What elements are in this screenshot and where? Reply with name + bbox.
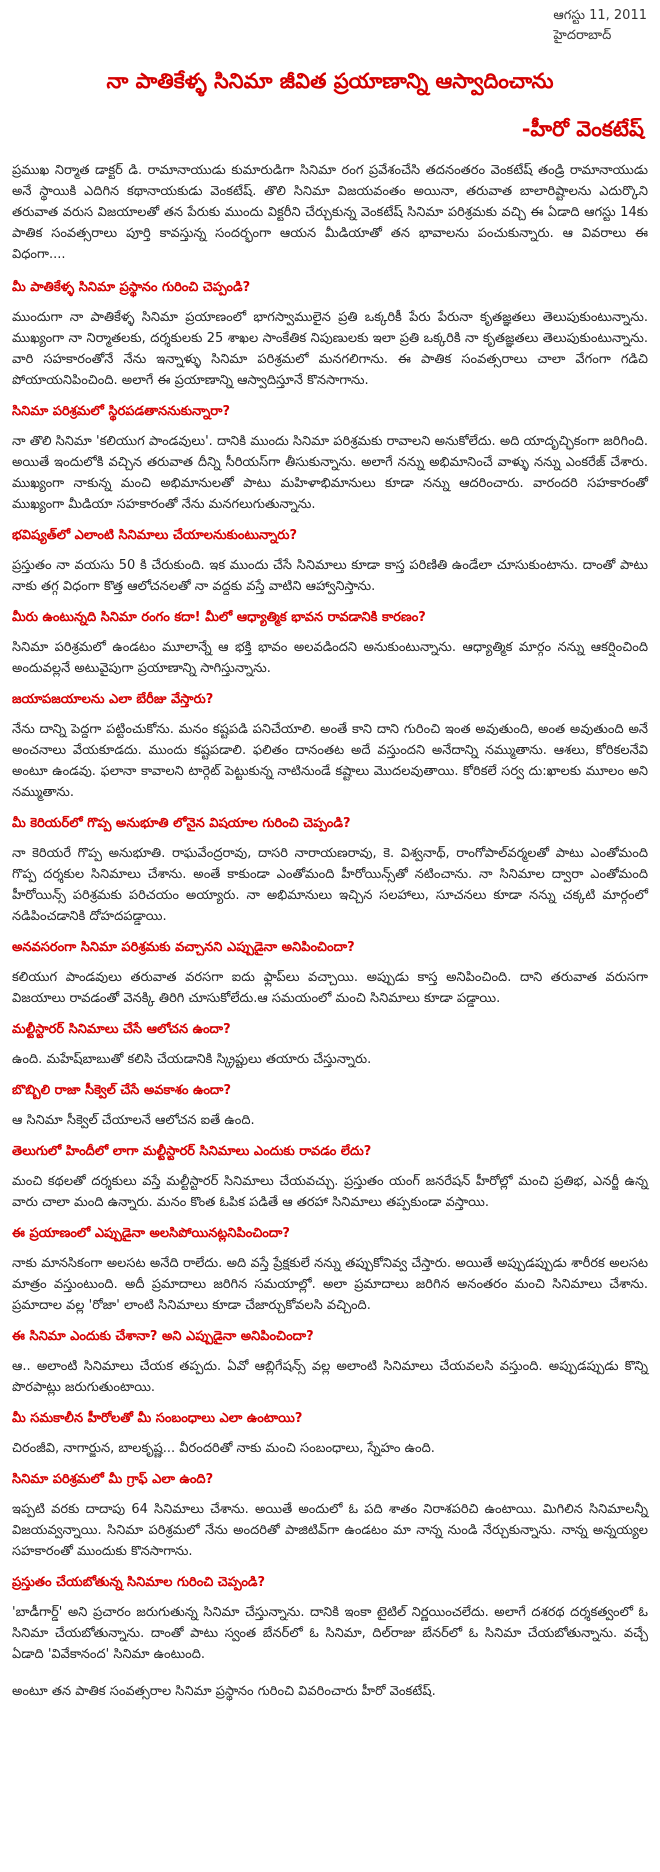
answer-4: సినిమా పరిశ్రమలో ఉండటం మూలాన్నే ఆ భక్తి భావం అలవడిందని అనుకుంటున్నాను. ఆధ్యాత్మిక మార్గం నన్ను ఆకర్షించింది అందువల్లనే అటువైపుగా ప్రయాణాన్ని సాగిస్తున్నాను.	[12, 640, 648, 676]
question-9: బొబ్బిలి రాజా సీక్వెల్ చేసే అవకాశం ఉందా?	[12, 1083, 231, 1098]
article-byline: -హీరో వెంకటేష్	[521, 117, 644, 141]
question-12: ఈ సినిమా ఎందుకు చేశానా? అని ఎప్పుడైనా అనిపించిందా?	[12, 1329, 314, 1344]
answer-10: మంచి కథలతో దర్శకులు వస్తే మల్టీస్టారర్ సినిమాలు చేయవచ్చు. ప్రస్తుతం యంగ్ జనరేషన్ హీరోల్లో మంచి ప్రతిభ, ఎనర్జీ ఉన్న వారు చాలా మంది ఉన్నారు. మనం కొంత ఓపిక పడితే ఆ తరహా సినిమాలు తప్పకుండా వస్తాయి.	[12, 1174, 648, 1210]
answer-15: 'బాడీగార్డ్' అని ప్రచారం జరుగుతున్న సినిమా చేస్తున్నాను. దానికి ఇంకా టైటిల్ నిర్ణయించలేదు. అలాగే దశరథ దర్శకత్వంలో ఓ సినిమా చేయబోతున్నాను. దాంతో పాటు స్వంత బేనర్‌లో ఓ సినిమా, దిల్‌రాజు బేనర్‌లో ఓ సినిమా చేయబోతున్నాను. వచ్చే ఏడాది 'వివేకానంద' సినిమా ఉంటుంది.	[12, 1605, 648, 1662]
question-1: మీ పాతికేళ్ళ సినిమా ప్రస్థానం గురించి చెప్పండి?	[12, 280, 251, 295]
answer-12: ఆ.. అలాంటి సినిమాలు చేయక తప్పదు. ఏవో ఆబ్లిగేషన్స్ వల్ల అలాంటి సినిమాలు చేయవలసి వస్తుంది. అప్పుడప్పుడు కొన్ని పొరపాట్లు జరుగుతుంటాయి.	[12, 1359, 648, 1395]
dateline	[553, 6, 647, 46]
answer-5: నేను దాన్ని పెద్దగా పట్టించుకోను. మనం కష్టపడి పనిచేయాలి. అంతే కాని దాని గురించి ఇంత అవుతుంది, అంత అవుతుంది అనే అంచనాలు వేయకూడదు. ముందు కష్టపడాలి. ఫలితం దానంతట అదే వస్తుందని అనేదాన్ని నమ్ముతాను. ఆశలు, కోరికలనేవి అంటూ ఉండవు. ఫలానా కావాలని టార్గెట్ పెట్టుకున్న నాటినుండే కష్టాలు మొదలవుతాయి. కోరికలే సర్వ దు:ఖాలకు మూలం అని నమ్ముతాను.	[12, 722, 648, 800]
article-intro: ప్రముఖ నిర్మాత డాక్టర్ డి. రామానాయుడు కుమారుడిగా సినిమా రంగ ప్రవేశంచేసి తదనంతరం వెంకటేష్ తండ్రి రామానాయుడు అనే స్థాయికి ఎదిగిన కథానాయకుడు వెంకటేష్. తొలి సినిమా విజయవంతం అయినా, తరువాత బాలారిష్టాలను ఎదుర్కొని తరువాత వరుస విజయాలతో తన పేరుకు ముందు విక్టరీని చేర్చుకున్న వెంకటేష్ సినిమా పరిశ్రమకు వచ్చి ఈ ఏడాది ఆగస్టు 14కు పాతిక సంవత్సరాలు పూర్తి కావస్తున్న సందర్భంగా ఆయన మీడియాతో తన భావాలను పంచుకున్నారు. ఆ వివరాలు ఈ విధంగా....	[12, 163, 648, 262]
answer-7: కలియుగ పాండవులు తరువాత వరసగా ఐదు ఫ్లాప్‌లు వచ్చాయి. అప్పుడు కాస్త అనిపించింది. దాని తరువాత వరుసగా విజయాలు రావడంతో వెనక్కి తిరిగి చూసుకోలేదు.ఆ సమయంలో మంచి సినిమాలు కూడా పడ్డాయి.	[12, 970, 648, 1006]
question-3: భవిష్యత్‌లో ఎలాంటి సినిమాలు చేయాలనుకుంటున్నారు?	[12, 528, 297, 543]
article-place: హైదరాబాద్	[553, 28, 612, 43]
question-6: మీ కెరియర్‌లో గొప్ప అనుభూతి లోనైన విషయాల గురించి చెప్పండి?	[12, 816, 351, 831]
answer-9: ఆ సినిమా సీక్వెల్ చేయాలనే ఆలోచన ఐతే ఉంది.	[12, 1113, 255, 1128]
question-11: ఈ ప్రయాణంలో ఎప్పుడైనా అలసిపోయినట్లనిపించిందా?	[12, 1226, 290, 1241]
question-10: తెలుగులో హిందీలో లాగా మల్టీస్టారర్ సినిమాలు ఎందుకు రావడం లేదు?	[12, 1144, 372, 1159]
question-4: మీరు ఉంటున్నది సినిమా రంగం కదా! మీలో ఆధ్యాత్మిక భావన రావడానికి కారణం?	[12, 610, 426, 625]
answer-11: నాకు మానసికంగా అలసట అనేది రాలేదు. అది వస్తే ప్రేక్షకులే నన్ను తప్పుకోనివ్వ చేస్తారు. అయితే అప్పుడప్పుడు శారీరక అలసట మాత్రం వస్తుంటుంది. అదీ ప్రమాదాలు జరిగిన సమయాల్లో. అలా ప్రమాదాలు జరిగిన అనంతరం మంచి సినిమాలు చేశాను. ప్రమాదాల వల్ల 'రోజా' లాంటి సినిమాలు కూడా చేజార్చుకోవలసి వచ్చింది.	[12, 1256, 648, 1313]
question-8: మల్టీస్టారర్ సినిమాలు చేసే ఆలోచన ఉందా?	[12, 1022, 231, 1037]
article-date: ఆగస్టు 11, 2011	[553, 8, 647, 23]
answer-8: ఉంది. మహేష్‌బాబుతో కలిసి చేయడానికి స్క్రిప్టులు తయారు చేస్తున్నారు.	[12, 1052, 372, 1067]
answer-3: ప్రస్తుతం నా వయసు 50 కి చేరుకుంది. ఇక ముందు చేసే సినిమాలు కూడా కాస్త పరిణితి ఉండేలా చూసుకుంటాను. దాంతో పాటు నాకు తగ్గ విధంగా కొత్త ఆలోచనలతో నా వద్దకు వస్తే వాటిని ఆహ్వానిస్తాను.	[12, 558, 648, 594]
article-title: నా పాతికేళ్ళ సినిమా జీవిత ప్రయాణాన్ని ఆస్వాదించాను	[106, 69, 554, 93]
answer-2: నా తొలి సినిమా 'కలియుగ పాండవులు'. దానికి ముందు సినిమా పరిశ్రమకు రావాలని అనుకోలేదు. అది యాదృచ్ఛికంగా జరిగింది. అయితే ఇందులోకి వచ్చిన తరువాత దీన్ని సీరియస్‌గా తీసుకున్నాను. అలాగే నన్ను అభిమానించే వాళ్ళు నన్ను ఎంకరేజ్ చేశారు. ముఖ్యంగా నాకున్న మంచి అభిమానులతో పాటు మహిళాభిమానులు కూడా నన్ను ఆదరించారు. వారందరి సహకారంతో ముఖ్యంగా మీడియా సహకారంతో నేను మనగలుగుతున్నాను.	[12, 434, 648, 512]
question-15: ప్రస్తుతం చేయబోతున్న సినిమాల గురించి చెప్పండి?	[12, 1575, 266, 1590]
article-closing: అంటూ తన పాతిక సంవత్సరాల సినిమా ప్రస్థానం గురించి వివరించారు హీరో వెంకటేష్.	[12, 1684, 436, 1699]
article-body	[12, 160, 648, 1702]
answer-14: ఇప్పటి వరకు దాదాపు 64 సినిమాలు చేశాను. అయితే అందులో ఓ పది శాతం నిరాశపరిచి ఉంటాయి. మిగిలిన సినిమాలన్నీ విజయవ్వన్నాయి. సినిమా పరిశ్రమలో నేను అందరితో పాజిటివ్‌గా ఉండటం మా నాన్న నుండి నేర్చుకున్నాను. నాన్న అన్నయ్యల సహకారంతో ముందుకు కొనసాగాను.	[12, 1502, 648, 1559]
question-7: అనవసరంగా సినిమా పరిశ్రమకు వచ్చానని ఎప్పుడైనా అనిపించిందా?	[12, 940, 355, 955]
question-13: మీ సమకాలీన హీరోలతో మీ సంబంధాలు ఎలా ఉంటాయి?	[12, 1411, 303, 1426]
answer-6: నా కెరియరే గొప్ప అనుభూతి. రాఘవేంద్రరావు, దాసరి నారాయణరావు, కె. విశ్వనాథ్, రాంగోపాల్‌వర్మలతో పాటు ఎంతోమంది గొప్ప దర్శకుల సినిమాలు చేశాను. అంతే కాకుండా ఎంతోమంది హీరోయిన్స్‌తో నటించాను. నా సినిమాల ద్వారా ఎంతోమంది హీరోయిన్స్ పరిశ్రమకు పరిచయం అయ్యారు. నా అభిమానులు ఇచ్చిన సలహాలు, సూచనలు కూడా నన్ను చక్కటి మార్గంలో నడిపించడానికి దోహదపడ్డాయి.	[12, 846, 648, 924]
question-5: జయాపజయాలను ఎలా బేరీజు వేస్తారు?	[12, 692, 214, 707]
answer-13: చిరంజీవి, నాగార్జున, బాలకృష్ణ... వీరందరితో నాకు మంచి సంబంధాలు, స్నేహం ఉంది.	[12, 1441, 435, 1456]
question-14: సినిమా పరిశ్రమలో మీ గ్రాఫ్ ఎలా ఉంది?	[12, 1472, 214, 1487]
question-2: సినిమా పరిశ్రమలో స్థిరపడతాననుకున్నారా?	[12, 404, 230, 419]
answer-1: ముందుగా నా పాతికేళ్ళ సినిమా ప్రయాణంలో భాగస్వాములైన ప్రతి ఒక్కరికీ పేరు పేరునా కృతజ్ఞతలు తెలుపుకుంటున్నాను. ముఖ్యంగా నా నిర్మాతలకు, దర్శకులకు 25 శాఖల సాంకేతిక నిపుణులకు ఇలా ప్రతి ఒక్కరికి నా కృతజ్ఞతలు తెలుపుకుంటున్నాను. వారి సహకారంతోనే నేను ఇన్నాళ్ళు సినిమా పరిశ్రమలో మనగలిగాను. ఈ పాతిక సంవత్సరాలు చాలా వేగంగా గడిచి పోయాయనిపించింది. అలాగే ఈ ప్రయాణాన్ని ఆస్వాదిస్తూనే కొనసాగాను.	[12, 310, 648, 388]
